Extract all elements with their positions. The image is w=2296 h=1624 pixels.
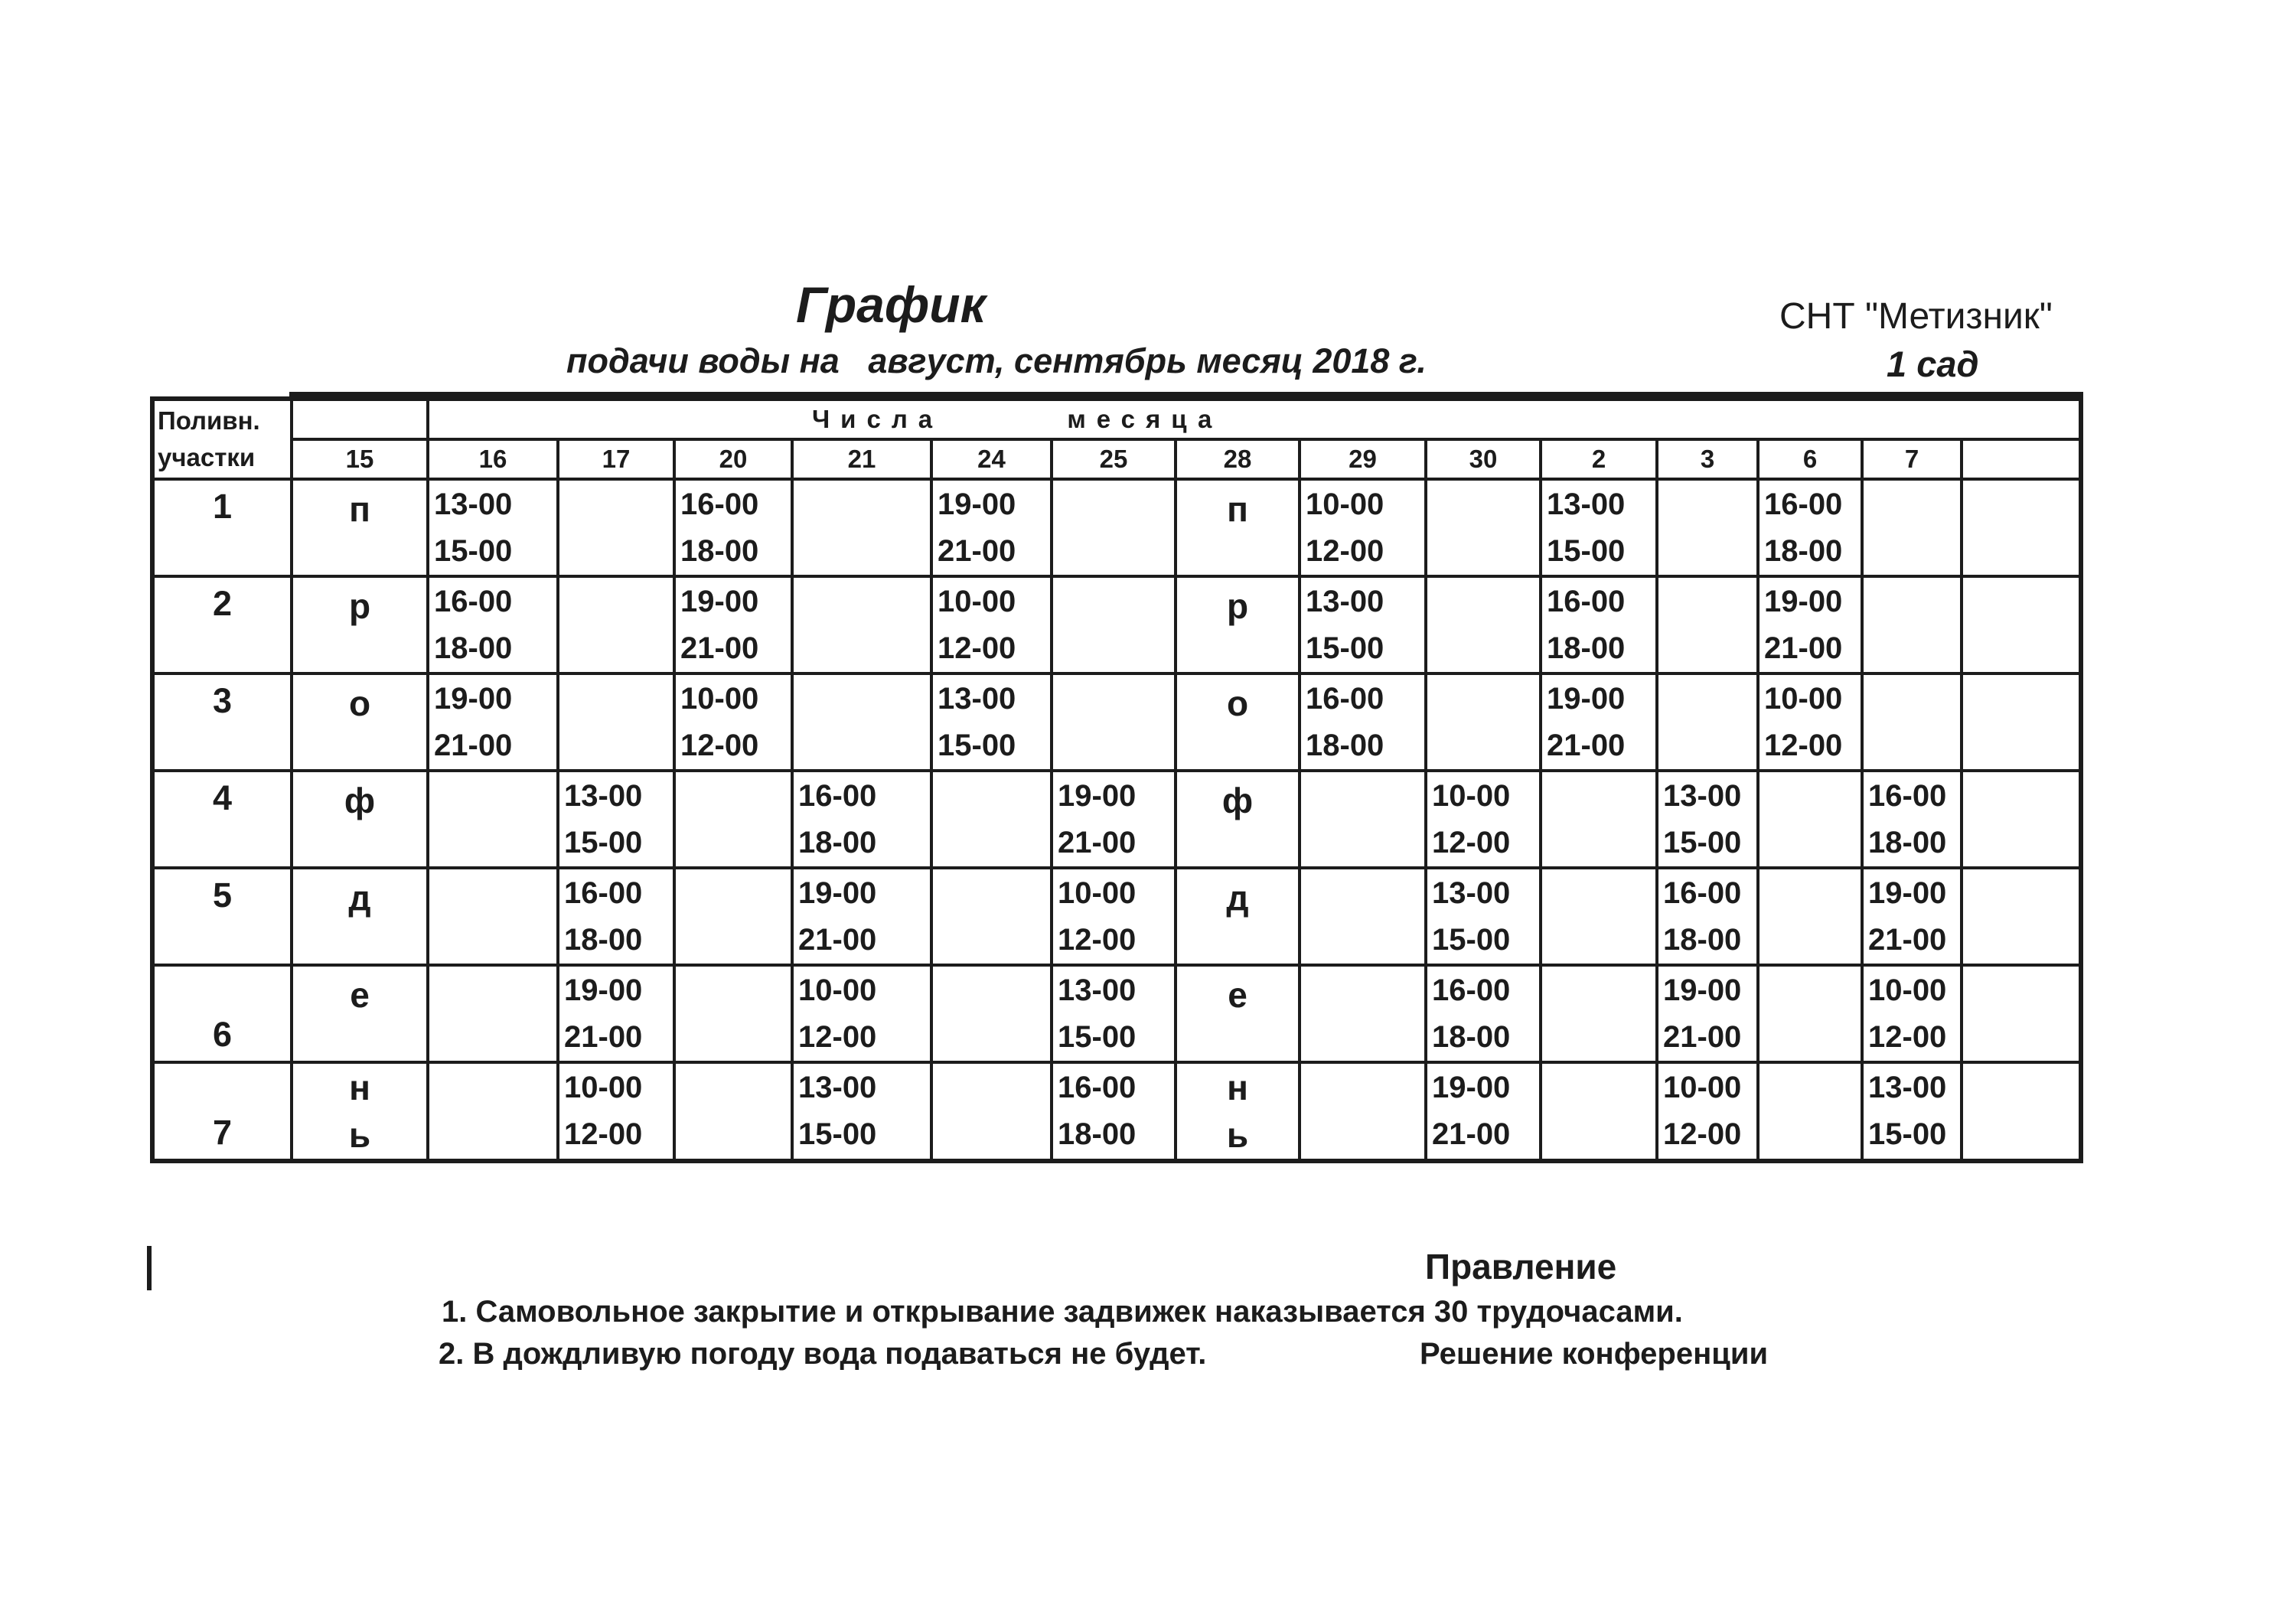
date-header-cell: 29 [1300, 439, 1426, 480]
plot-number: 5 [152, 868, 292, 965]
schedule-cell [558, 479, 674, 576]
start-time: 10-00 [798, 973, 877, 1007]
start-time: 10-00 [938, 584, 1016, 618]
water-schedule-table [150, 396, 2083, 1163]
schedule-cell [792, 673, 931, 771]
plot-number: 1 [152, 479, 292, 576]
start-time: 19-00 [1058, 778, 1137, 813]
date-header-cell: 3 [1657, 439, 1758, 480]
end-time: 21-00 [1547, 728, 1626, 762]
end-time: 12-00 [1432, 825, 1511, 859]
schedule-cell [428, 771, 558, 868]
schedule-cell [1541, 771, 1657, 868]
start-time: 19-00 [434, 681, 513, 716]
end-time: 15-00 [1432, 922, 1511, 957]
day-off-letter: о [292, 673, 428, 771]
schedule-cell [1758, 965, 1862, 1062]
date-header-cell: 20 [674, 439, 792, 480]
start-time: 16-00 [434, 584, 513, 618]
schedule-cell [674, 868, 792, 965]
schedule-cell [1862, 576, 1962, 673]
start-time: 13-00 [1868, 1071, 1947, 1104]
end-time: 21-00 [564, 1019, 643, 1054]
end-time: 15-00 [1547, 533, 1626, 568]
start-time: 13-00 [938, 681, 1016, 716]
start-time: 19-00 [798, 876, 877, 910]
schedule-cell [428, 868, 558, 965]
start-time: 16-00 [1058, 1071, 1137, 1104]
schedule-cell [931, 868, 1052, 965]
start-time: 10-00 [1868, 973, 1947, 1007]
schedule-cell [1862, 1062, 1962, 1161]
schedule-cell [428, 1062, 558, 1161]
schedule-cell [792, 868, 931, 965]
schedule-cell [1862, 771, 1962, 868]
date-header-cell: 30 [1426, 439, 1541, 480]
schedule-cell [1758, 479, 1862, 576]
schedule-cell [1426, 771, 1541, 868]
plot-number: 6 [152, 965, 292, 1062]
end-time: 18-00 [1663, 922, 1742, 957]
signature-board: Правление [1425, 1247, 1617, 1286]
footnote-2: 2. В дождливую погоду вода подаваться не будет. [439, 1337, 1207, 1371]
start-time: 16-00 [564, 876, 643, 910]
end-time: 15-00 [1058, 1019, 1137, 1054]
schedule-cell [1541, 1062, 1657, 1161]
schedule-cell [1962, 868, 2081, 965]
end-time: 12-00 [1058, 922, 1137, 957]
schedule-cell [558, 673, 674, 771]
schedule-cell: ф [1176, 771, 1300, 868]
schedule-cell [1052, 576, 1176, 673]
schedule-cell [1052, 1062, 1176, 1161]
schedule-cell [428, 479, 558, 576]
garden-label: 1 сад [1887, 344, 1979, 384]
schedule-cell [1962, 771, 2081, 868]
organization-name: СНТ "Метизник" [1779, 296, 2053, 337]
schedule-cell [1426, 673, 1541, 771]
day-off-letter: п [292, 479, 428, 576]
schedule-cell [1657, 868, 1758, 965]
end-time: 15-00 [1306, 631, 1384, 665]
start-time: 19-00 [1868, 876, 1947, 910]
schedule-cell [931, 771, 1052, 868]
schedule-cell [1862, 868, 1962, 965]
end-time: 18-00 [1306, 728, 1384, 762]
schedule-cell [1758, 1062, 1862, 1161]
schedule-cell [1300, 1062, 1426, 1161]
end-time: 12-00 [564, 1117, 643, 1151]
end-time: 21-00 [1764, 631, 1843, 665]
start-time: 19-00 [938, 487, 1016, 521]
schedule-cell [1300, 771, 1426, 868]
schedule-cell: е [1176, 965, 1300, 1062]
date-header-cell: 7 [1862, 439, 1962, 480]
schedule-cell [1052, 771, 1176, 868]
day-off-letter: д [292, 868, 428, 965]
plot-number: 7 [152, 1062, 292, 1161]
schedule-cell [1541, 576, 1657, 673]
schedule-cell [1541, 673, 1657, 771]
date-header-cell: 2 [1541, 439, 1657, 480]
schedule-cell [1052, 673, 1176, 771]
end-time: 18-00 [1764, 533, 1843, 568]
schedule-cell [931, 673, 1052, 771]
schedule-cell [674, 771, 792, 868]
page-title: График [796, 276, 987, 333]
date-header-cell: 28 [1176, 439, 1300, 480]
schedule-cell [1300, 479, 1426, 576]
schedule-cell [1962, 965, 2081, 1062]
schedule-cell [1758, 771, 1862, 868]
start-time: 19-00 [1432, 1071, 1511, 1104]
date-header-cell: 25 [1052, 439, 1176, 480]
schedule-cell [558, 771, 674, 868]
start-time: 10-00 [564, 1071, 643, 1104]
start-time: 13-00 [1432, 876, 1511, 910]
schedule-cell [792, 771, 931, 868]
start-time: 13-00 [1306, 584, 1384, 618]
end-time: 15-00 [1663, 825, 1742, 859]
schedule-cell [1426, 965, 1541, 1062]
end-time: 18-00 [680, 533, 759, 568]
schedule-cell [1962, 1062, 2081, 1161]
date-header-cell: 16 [428, 439, 558, 480]
start-time: 16-00 [1764, 487, 1843, 521]
schedule-cell [792, 479, 931, 576]
schedule-cell [1758, 576, 1862, 673]
schedule-cell [674, 965, 792, 1062]
start-time: 10-00 [1764, 681, 1843, 716]
schedule-cell [1426, 576, 1541, 673]
start-time: 16-00 [1663, 876, 1742, 910]
start-time: 10-00 [1058, 876, 1137, 910]
end-time: 12-00 [1868, 1019, 1947, 1054]
schedule-cell [428, 673, 558, 771]
day-off-letter: р [292, 576, 428, 673]
schedule-cell [792, 1062, 931, 1161]
schedule-cell [931, 479, 1052, 576]
schedule-cell [1541, 965, 1657, 1062]
start-time: 16-00 [1306, 681, 1384, 716]
start-time: 13-00 [1663, 778, 1742, 813]
end-time: 15-00 [434, 533, 513, 568]
start-time: 16-00 [1432, 973, 1511, 1007]
day-off-letter-part: ь [1226, 1115, 1249, 1155]
start-time: 13-00 [1058, 973, 1137, 1007]
schedule-cell [558, 1062, 674, 1161]
schedule-cell: р [1176, 576, 1300, 673]
date-header-cell: 21 [792, 439, 931, 480]
end-time: 18-00 [798, 825, 877, 859]
header-row-dates [152, 439, 2081, 480]
corner-line-2: участки [158, 443, 256, 471]
start-time: 19-00 [1663, 973, 1742, 1007]
end-time: 18-00 [1547, 631, 1626, 665]
footnote-1: 1. Самовольное закрытие и открывание задвижек наказывается 30 трудочасами. [442, 1295, 1683, 1329]
date-header-cell [1962, 439, 2081, 480]
date-header-cell: 6 [1758, 439, 1862, 480]
schedule-cell [674, 479, 792, 576]
plot-row [152, 673, 2081, 771]
schedule-cell [931, 965, 1052, 1062]
end-time: 21-00 [1663, 1019, 1742, 1054]
date-header-cell: 17 [558, 439, 674, 480]
end-time: 15-00 [798, 1117, 877, 1151]
schedule-cell [1962, 673, 2081, 771]
schedule-cell [1176, 1062, 1300, 1161]
end-time: 18-00 [1868, 825, 1947, 859]
end-time: 18-00 [564, 922, 643, 957]
start-time: 13-00 [564, 778, 643, 813]
day-off-letter [292, 1062, 428, 1161]
schedule-cell: о [1176, 673, 1300, 771]
end-time: 21-00 [798, 922, 877, 957]
start-time: 13-00 [434, 487, 513, 521]
decision-note: Решение конференции [1420, 1337, 1769, 1371]
schedule-cell [1541, 479, 1657, 576]
schedule-cell [1758, 673, 1862, 771]
schedule-cell [1657, 965, 1758, 1062]
day-off-letter-part: н [349, 1068, 370, 1107]
end-time: 12-00 [1764, 728, 1843, 762]
start-time: 10-00 [1432, 778, 1511, 813]
end-time: 21-00 [1432, 1117, 1511, 1151]
end-time: 15-00 [938, 728, 1016, 762]
plot-row [152, 868, 2081, 965]
corner-header [152, 399, 292, 479]
day-off-letter: е [292, 965, 428, 1062]
end-time: 21-00 [1058, 825, 1137, 859]
corner-line-1: Поливн. [158, 406, 260, 435]
start-time: 16-00 [1547, 584, 1626, 618]
plot-row [152, 771, 2081, 868]
header-row-months [152, 399, 2081, 439]
schedule-cell [931, 576, 1052, 673]
schedule-cell [674, 1062, 792, 1161]
start-time: 19-00 [564, 973, 643, 1007]
end-time: 12-00 [1306, 533, 1384, 568]
schedule-cell [674, 576, 792, 673]
schedule-cell [792, 965, 931, 1062]
end-time: 18-00 [1432, 1019, 1511, 1054]
schedule-cell [558, 868, 674, 965]
plot-number: 3 [152, 673, 292, 771]
start-time: 19-00 [1547, 681, 1626, 716]
schedule-cell: п [1176, 479, 1300, 576]
schedule-cell [1300, 576, 1426, 673]
end-time: 21-00 [1868, 922, 1947, 957]
end-time: 21-00 [680, 631, 759, 665]
page-subtitle: подачи воды на август, сентябрь месяц 2018 г. [566, 341, 1427, 380]
end-time: 12-00 [798, 1019, 877, 1054]
end-time: 21-00 [938, 533, 1016, 568]
schedule-cell [1052, 868, 1176, 965]
end-time: 18-00 [434, 631, 513, 665]
schedule-cell: д [1176, 868, 1300, 965]
end-time: 15-00 [564, 825, 643, 859]
margin-mark [147, 1246, 152, 1290]
start-time: 16-00 [1868, 778, 1947, 813]
schedule-cell [428, 965, 558, 1062]
schedule-cell [1862, 965, 1962, 1062]
day-off-letter-part: ь [348, 1115, 371, 1155]
schedule-cell [1657, 1062, 1758, 1161]
schedule-cell [792, 576, 931, 673]
schedule-cell [428, 576, 558, 673]
date-header-cell: 24 [931, 439, 1052, 480]
end-time: 21-00 [434, 728, 513, 762]
schedule-cell [1657, 771, 1758, 868]
schedule-cell [1962, 576, 2081, 673]
day-off-letter-part: н [1227, 1068, 1248, 1107]
end-time: 12-00 [1663, 1117, 1742, 1151]
schedule-cell [1862, 479, 1962, 576]
schedule-cell [1657, 673, 1758, 771]
date-header-cell: 15 [292, 439, 428, 480]
end-time: 18-00 [1058, 1117, 1137, 1151]
schedule-cell [1052, 965, 1176, 1062]
start-time: 10-00 [680, 681, 759, 716]
schedule-cell [1862, 673, 1962, 771]
start-time: 16-00 [798, 778, 877, 813]
plot-row [152, 965, 2081, 1062]
schedule-cell [1052, 479, 1176, 576]
schedule-cell [1426, 868, 1541, 965]
schedule-cell [1657, 479, 1758, 576]
schedule-cell [1962, 479, 2081, 576]
start-time: 10-00 [1306, 487, 1384, 521]
start-time: 13-00 [1547, 487, 1626, 521]
start-time: 19-00 [1764, 584, 1843, 618]
plot-row [152, 479, 2081, 576]
start-time: 16-00 [680, 487, 759, 521]
schedule-cell [1300, 673, 1426, 771]
schedule-cell [1426, 1062, 1541, 1161]
schedule-cell [931, 1062, 1052, 1161]
end-time: 12-00 [938, 631, 1016, 665]
schedule-cell [1426, 479, 1541, 576]
dates-merged-header: Числа месяца [428, 399, 2081, 439]
end-time: 12-00 [680, 728, 759, 762]
schedule-cell [558, 576, 674, 673]
schedule-cell [1300, 965, 1426, 1062]
plot-number: 2 [152, 576, 292, 673]
schedule-cell [1657, 576, 1758, 673]
start-time: 13-00 [798, 1071, 877, 1104]
schedule-cell [558, 965, 674, 1062]
schedule-cell [674, 673, 792, 771]
plot-row [152, 1062, 2081, 1161]
day-off-letter: ф [292, 771, 428, 868]
end-time: 15-00 [1868, 1117, 1947, 1151]
start-time: 10-00 [1663, 1071, 1742, 1104]
schedule-cell [1758, 868, 1862, 965]
plot-number: 4 [152, 771, 292, 868]
header-blank-cell [292, 399, 428, 439]
start-time: 19-00 [680, 584, 759, 618]
plot-row [152, 576, 2081, 673]
schedule-cell [1541, 868, 1657, 965]
schedule-cell [1300, 868, 1426, 965]
